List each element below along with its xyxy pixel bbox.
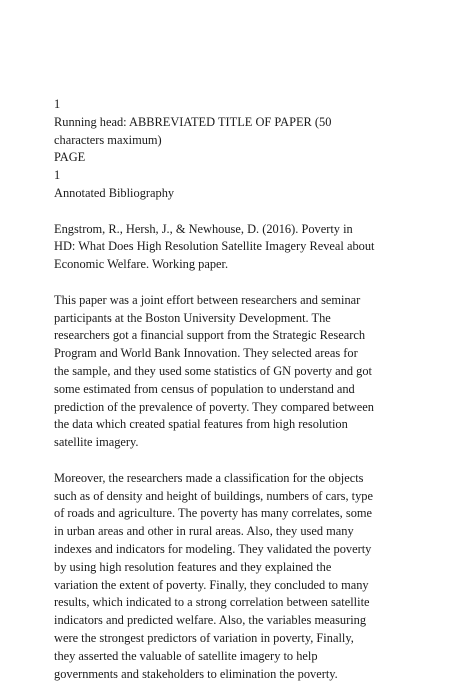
paragraph-line: variation the extent of poverty. Finally, they concluded to many — [54, 577, 414, 595]
paragraph-line: results, which indicated to a strong correlation between satellite — [54, 594, 414, 612]
spacer — [54, 274, 414, 292]
page-label: PAGE — [54, 149, 414, 167]
paragraph-line: such as of density and height of buildings, numbers of cars, type — [54, 488, 414, 506]
citation-line: Economic Welfare. Working paper. — [54, 256, 414, 274]
paragraph-line: researchers got a financial support from the Strategic Research — [54, 327, 414, 345]
paragraph-line: Moreover, the researchers made a classification for the objects — [54, 470, 414, 488]
page-number-bottom: 1 — [54, 167, 414, 185]
page-number-top: 1 — [54, 96, 414, 114]
document-title: Annotated Bibliography — [54, 185, 414, 203]
citation-line: Engstrom, R., Hersh, J., & Newhouse, D. (2016). Poverty in — [54, 221, 414, 239]
paragraph-line: satellite imagery. — [54, 434, 414, 452]
paragraph-line: by using high resolution features and they explained the — [54, 559, 414, 577]
paragraph-line: prediction of the prevalence of poverty. They compared between — [54, 399, 414, 417]
summary-paragraph-2 — [54, 470, 414, 683]
paragraph-line: of roads and agriculture. The poverty has many correlates, some — [54, 505, 414, 523]
paragraph-line: This paper was a joint effort between researchers and seminar — [54, 292, 414, 310]
paragraph-line: some estimated from census of population to understand and — [54, 381, 414, 399]
paragraph-line: Program and World Bank Innovation. They selected areas for — [54, 345, 414, 363]
paragraph-line: participants at the Boston University Development. The — [54, 310, 414, 328]
paragraph-line: in urban areas and other in rural areas. Also, they used many — [54, 523, 414, 541]
document-body — [54, 96, 414, 683]
running-head-line-1: Running head: ABBREVIATED TITLE OF PAPER (50 — [54, 114, 414, 132]
paragraph-line: indicators and predicted welfare. Also, the variables measuring — [54, 612, 414, 630]
citation-line: HD: What Does High Resolution Satellite Imagery Reveal about — [54, 238, 414, 256]
citation — [54, 221, 414, 274]
paragraph-line: indexes and indicators for modeling. They validated the poverty — [54, 541, 414, 559]
paragraph-line: the data which created spatial features from high resolution — [54, 416, 414, 434]
paragraph-line: were the strongest predictors of variation in poverty, Finally, — [54, 630, 414, 648]
spacer — [54, 203, 414, 221]
spacer — [54, 452, 414, 470]
paragraph-line: the sample, and they used some statistics of GN poverty and got — [54, 363, 414, 381]
paragraph-line: governments and stakeholders to elimination the poverty. — [54, 666, 414, 683]
running-head-line-2: characters maximum) — [54, 132, 414, 150]
paragraph-line: they asserted the valuable of satellite imagery to help — [54, 648, 414, 666]
header-block — [54, 96, 414, 203]
summary-paragraph-1 — [54, 292, 414, 452]
